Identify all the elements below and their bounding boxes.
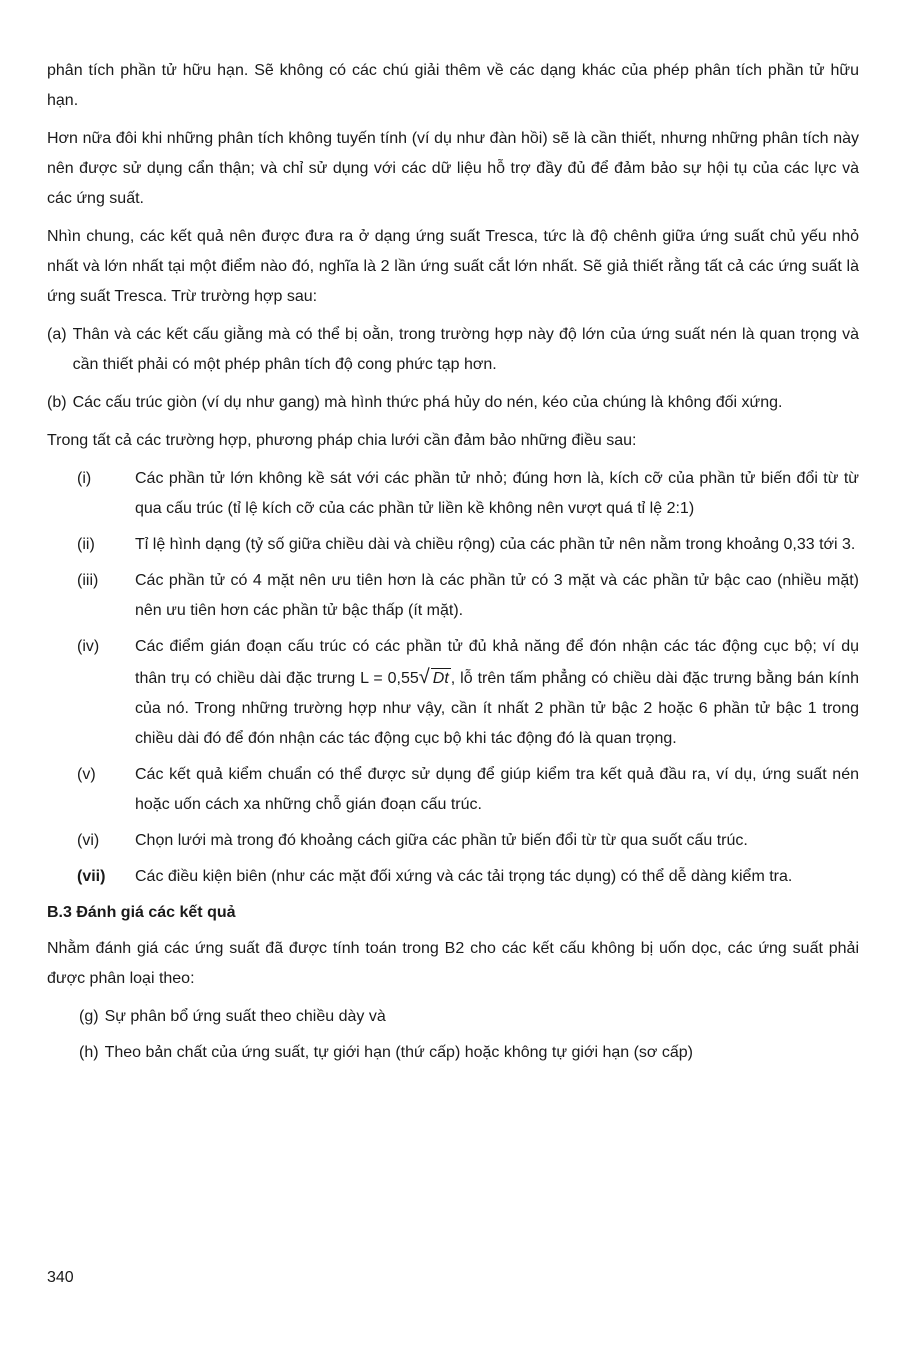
mesh-label: (vii) [77, 868, 106, 885]
mesh-label: (i) [77, 470, 92, 487]
page-number: 340 [47, 1269, 74, 1286]
mesh-text: Tỉ lệ hình dạng (tỷ số giữa chiều dài và chiều rộng) của các phần tử nên nằm trong khoảng 0,33 tới 3. [135, 536, 856, 553]
mesh-text: Các kết quả kiểm chuẩn có thể được sử dụng để giúp kiểm tra kết quả đầu ra, ví dụ, ứng suất nén hoặc uốn cách xa những chỗ gián đoạn cấu trúc. [135, 766, 859, 813]
intro-paragraph-1: phân tích phần tử hữu hạn. Sẽ không có các chú giải thêm về các dạng khác của phép phân tích phần tử hữu hạn. [47, 62, 859, 109]
mesh-item-vii [77, 862, 859, 892]
mesh-label: (iv) [77, 638, 100, 655]
mesh-text: Các phần tử có 4 mặt nên ưu tiên hơn là các phần tử có 3 mặt và các phần tử bậc cao (nhiều mặt) nên ưu tiên hơn các phần tử bậc thấp (ít mặt). [135, 572, 859, 619]
section-item-label: (h) [79, 1044, 99, 1061]
mesh-text-after-formula: , lỗ trên tấm phẳng có chiều dài đặc trưng bằng bán kính của nó. Trong những trường hợp như vậy, cần ít nhất 2 phần tử bậc 2 hoặc 6 phần tử bậc 1 trong chiều dài đó để đón nhận các tác động cục bộ khi tác động đó là quan trọng. [135, 670, 860, 747]
section-item-label: (g) [79, 1008, 99, 1025]
mesh-label: (ii) [77, 536, 95, 553]
square-root-argument: Dt [432, 670, 449, 687]
mesh-text-before-formula: Các điểm gián đoạn cấu trúc có các phần tử đủ khả năng để đón nhận các tác động cục bộ; ví dụ thân trụ có chiều dài đặc trưng L = 0,55 [135, 638, 859, 687]
section-heading: B.3 Đánh giá các kết quả [47, 904, 236, 921]
mesh-item-iv [77, 632, 859, 754]
section-paragraph: Nhằm đánh giá các ứng suất đã được tính toán trong B2 cho các kết cấu không bị uốn dọc, các ứng suất phải được phân loại theo: [47, 940, 859, 987]
mesh-text: Các phần tử lớn không kề sát với các phần tử nhỏ; đúng hơn là, kích cỡ của phần tử biến đổi từ từ qua cấu trúc (tỉ lệ kích cỡ của các phần tử liền kề không nên vượt quá tỉ lệ 2:1) [135, 470, 859, 517]
case-text: Các cấu trúc giòn (ví dụ như gang) mà hình thức phá hủy do nén, kéo của chúng là không đối xứng. [72, 394, 783, 411]
section-item-g [79, 1002, 859, 1032]
page-body [47, 56, 859, 1074]
mesh-text: Chọn lưới mà trong đó khoảng cách giữa các phần tử biến đổi từ từ qua suốt cấu trúc. [135, 832, 748, 849]
mesh-item-i [77, 464, 859, 524]
mesh-label: (iii) [77, 572, 99, 589]
mesh-label: (vi) [77, 832, 100, 849]
mesh-item-vi [77, 826, 859, 856]
mesh-intro: Trong tất cả các trường hợp, phương pháp chia lưới cần đảm bảo những điều sau: [47, 432, 637, 449]
intro-paragraph-3: Nhìn chung, các kết quả nên được đưa ra ở dạng ứng suất Tresca, tức là độ chênh giữa ứng suất chủ yếu nhỏ nhất và lớn nhất tại một điểm nào đó, nghĩa là 2 lần ứng suất cắt lớn nhất. Sẽ giả thiết rằng tất cả các ứng suất là ứng suất Tresca. Trừ trường hợp sau: [47, 228, 859, 305]
section-item-h [79, 1038, 859, 1068]
case-label: (a) [47, 326, 67, 343]
mesh-text: Các điều kiện biên (như các mặt đối xứng và các tải trọng tác dụng) có thể dễ dàng kiểm tra. [135, 868, 793, 885]
mesh-text [135, 632, 859, 754]
section-item-text: Theo bản chất của ứng suất, tự giới hạn (thứ cấp) hoặc không tự giới hạn (sơ cấp) [104, 1044, 693, 1061]
mesh-item-iii [77, 566, 859, 626]
mesh-item-ii [77, 530, 859, 560]
square-root-sign: √ [418, 666, 430, 688]
case-item-a [47, 320, 859, 380]
intro-paragraph-2: Hơn nữa đôi khi những phân tích không tuyến tính (ví dụ như đàn hồi) sẽ là cần thiết, nhưng những phân tích này nên được sử dụng cẩn thận; và chỉ sử dụng với các dữ liệu hỗ trợ đầy đủ để đảm bảo sự hội tụ của các lực và các ứng suất. [47, 130, 859, 207]
case-item-b [47, 388, 859, 418]
case-label: (b) [47, 394, 67, 411]
section-item-text: Sự phân bổ ứng suất theo chiều dày và [104, 1008, 386, 1025]
case-text: Thân và các kết cấu giằng mà có thể bị oằn, trong trường hợp này độ lớn của ứng suất nén là quan trọng và cần thiết phải có một phép phân tích độ cong phức tạp hơn. [72, 326, 859, 373]
mesh-item-v [77, 760, 859, 820]
mesh-label: (v) [77, 766, 96, 783]
